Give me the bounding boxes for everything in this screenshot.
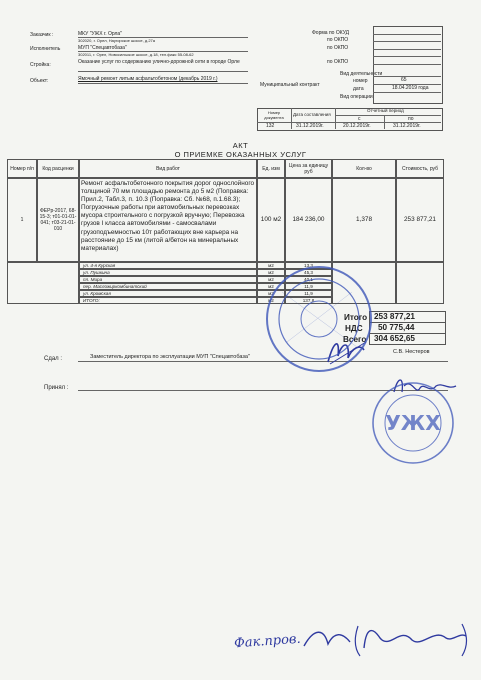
header-qty: Кол-во [332, 159, 396, 178]
street-row-unit: м2 [257, 262, 285, 269]
doc-period-from: 20.12.2019г. [343, 123, 371, 129]
activity-label: Вид деятельности [340, 71, 383, 77]
customer-label: Заказчик : [30, 32, 54, 38]
row-description: Ремонт асфальтобетонного покрытия дорог однослойного толщиной 70 мм площадью ремонта до 5 м2 (Поправка: Прил.2, Табл.3, п. 10.3 (Поправка: Сб. №68, п.1.68.3); Погрузочные работы при автомобильных перевозках мусора строительного с погрузкой вручную; Перевозка грузов I класса автомобилями - самосвалами грузоподъемностью 10т работающих вне карьера на расстояние до 15 км (литой а/бетон на минеральных материалах) [79, 178, 257, 262]
street-row-unit: м2 [257, 290, 285, 297]
svg-text:УЖХ: УЖХ [385, 411, 441, 435]
operation-label: Вид операции [340, 94, 373, 100]
street-row-name: ул. Кромская [79, 290, 257, 297]
okpo3-label: по ОКПО [327, 59, 349, 65]
grand-total-label: Всего [343, 335, 367, 344]
handwritten-note: Фак.пров. [233, 631, 302, 652]
doc-period-header: Отчетный период [367, 108, 404, 113]
customer-value: МКУ "УЖХ г. Орла" [78, 31, 122, 37]
doc-period-from-header: с [358, 116, 361, 122]
row-num: 1 [7, 178, 37, 262]
row-cost: 253 877,21 [396, 178, 444, 262]
handed-label: Сдал : [44, 356, 63, 362]
executor-stamp-icon [262, 262, 377, 377]
row-code: ФЕРр-2017, 68-15-3; т01-01-01-041; т03-21-01-010 [37, 178, 79, 262]
street-row-unit: м2 [257, 283, 285, 290]
contract-number-label: номер [353, 78, 368, 84]
object-label: Объект: [30, 78, 49, 84]
street-row-name: ул. Пушкина [79, 269, 257, 276]
handed-role: Заместитель директора по эксплуатации МУП "Спецавтобаза" [90, 354, 250, 360]
doc-period-to: 31.12.2019г. [393, 123, 421, 129]
street-row-name: пер. Масложиркомбинатский [79, 283, 257, 290]
header-cost: Стоимость, руб [396, 159, 444, 178]
street-row-qty: 13,3 [285, 262, 332, 269]
header-num: Номер п/п [7, 159, 37, 178]
contract-date-value: 18.04.2019 года [392, 85, 429, 91]
street-row-name: пл. Мира [79, 276, 257, 283]
customer-stamp-icon [368, 378, 458, 468]
okud-label: Форма по ОКУД [312, 30, 350, 36]
doc-date-header: Дата составления [293, 112, 331, 117]
row-qty: 1,378 [332, 178, 396, 262]
doc-date: 31.12.2019г. [296, 123, 324, 129]
okpo2-label: по ОКПО [327, 45, 349, 51]
contract-date-label: дата [353, 86, 364, 92]
street-row-name: ИТОГО: [79, 297, 257, 304]
construction-label: Стройка: [30, 62, 51, 68]
street-row-qty: 11,9 [285, 290, 332, 297]
header-code: Код расценки [37, 159, 79, 178]
doc-period-to-header: по [408, 116, 414, 122]
row-unit: 100 м2 [257, 178, 285, 262]
construction-value: Оказание услуг по содержанию улично-дорожной сети в городе Орле [78, 59, 240, 65]
doc-number-header: Номер документа [264, 110, 284, 120]
vat-value: 50 775,44 [378, 323, 415, 332]
street-row-qty: 137,8 [285, 297, 332, 304]
executor-address: 302011, г. Орел, Новосильское шоссе, д.18, тел.факс 55-08-62 [78, 52, 194, 57]
accepted-label: Принял : [44, 385, 69, 391]
object-value: Ямочный ремонт литым асфальтобетоном (декабрь 2019 г.) [78, 76, 218, 82]
row-price: 184 236,00 [285, 178, 332, 262]
handwritten-note-scribble-icon [300, 618, 470, 660]
street-row-qty: 40,1 [285, 276, 332, 283]
customer-address: 302020, г. Орел, Наугорское шоссе, д.27а [78, 38, 155, 43]
total-label: Итого [344, 313, 368, 322]
header-work: Вид работ [79, 159, 257, 178]
executor-label: Исполнитель [30, 46, 61, 52]
contract-label: Муниципальный контракт [260, 82, 320, 88]
street-row-qty: 11,9 [285, 283, 332, 290]
total-value: 253 877,21 [374, 312, 415, 321]
vat-label: НДС [345, 324, 363, 333]
executor-value: МУП "Спецавтобаза" [78, 45, 127, 51]
street-row-unit: м2 [257, 276, 285, 283]
doc-number: 132 [266, 123, 275, 129]
handed-name: С.В. Нестеров [393, 349, 430, 355]
street-row-qty: 45,3 [285, 269, 332, 276]
okpo-label: по ОКПО [327, 37, 349, 43]
act-title: АКТ [232, 141, 249, 150]
header-price: Цена за единицу руб [285, 159, 332, 178]
street-row-unit: м2 [257, 269, 285, 276]
street-row-unit: м2 [257, 297, 285, 304]
header-unit: Ед. изм [257, 159, 285, 178]
grand-total-value: 304 652,65 [374, 334, 415, 343]
street-row-name: ул. 4-я Курская [79, 262, 257, 269]
contract-number-value: 65 [401, 77, 407, 83]
act-subtitle: О ПРИЕМКЕ ОКАЗАННЫХ УСЛУГ [174, 150, 307, 159]
